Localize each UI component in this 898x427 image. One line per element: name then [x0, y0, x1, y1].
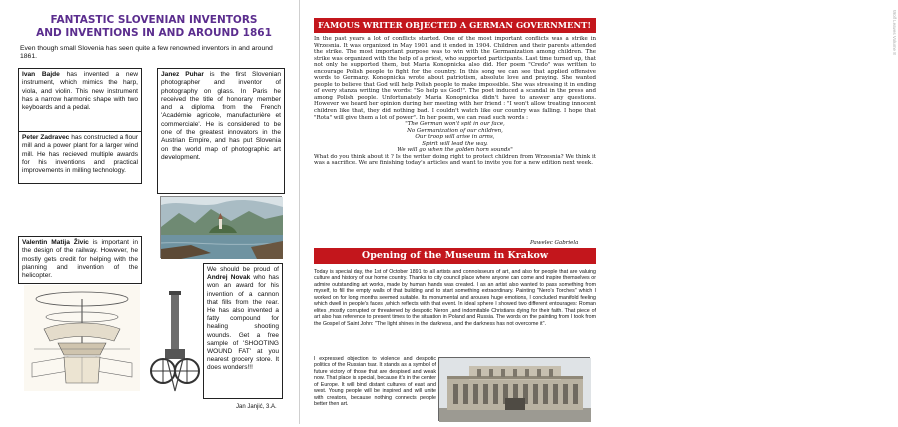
poem-line: Our troop will arise in arms,: [415, 134, 495, 141]
novak-intro: We should be proud of: [207, 266, 279, 273]
inventor-box-novak: [203, 263, 283, 399]
article-signature: Pawelec Gabriela: [530, 240, 579, 246]
page-title: [20, 14, 288, 39]
inventor-name: Ivan Bajde: [22, 71, 60, 78]
lake-island-painting: [160, 196, 282, 258]
inventor-name: Valentin Matija Živic: [22, 239, 89, 246]
inventor-text: who has won an award for his invention of a cannon that fills from the rear. He has also invented a fatty compound for healing shooting wounds. Get a free sample of 'SHOOTING WOUND FAT' at you nearest grocery store. It does wonders!!!: [207, 274, 279, 372]
inventor-name: Andrej Novak: [207, 274, 251, 282]
title-line-2: AND INVENTIONS IN AND AROUND 1861: [36, 26, 272, 39]
poem-line: We will go when the golden horn sounds": [397, 147, 513, 154]
inventor-name: Peter Zadravec: [22, 134, 70, 141]
inventor-text: is the first Slovenian photographer and inventor of photography on glass. In Paris he received the title of honorary member and a diploma from the French 'Académie agricole, manufacturière et commerciale'. He is considered to be one of the greatest innovators in the Austrian Empire, and has put Slovenia on the world map of photographic art development.: [161, 71, 281, 161]
title-line-1: FANTASTIC SLOVENIAN INVENTORS: [50, 14, 258, 26]
poem-line: "The German won't spit in our face,: [405, 121, 505, 128]
poem-line: No Germanization of our children,: [407, 127, 503, 134]
article-writer: [314, 36, 596, 167]
inventor-text: is important in the design of the railway. However, he mostly gets credit for helping with the planning and invention of the helicopter.: [22, 239, 138, 280]
cannon-sketch: [147, 287, 203, 397]
inventor-text: has constructed a flour mill and a power plant for a larger wind mill. He has recieved multiple awards for his inventions and practical improvements in milling technology.: [22, 134, 138, 175]
left-page: [0, 0, 300, 424]
intro-text: Even though small Slovenia has seen quite a few renowned inventors in and around 1861.: [20, 45, 273, 61]
article-museum-body: Today is special day, the 1st of October 1891 to all artists and connoisseurs of art, and also for people that are valuing culture and history of our home country. Thanks to city council place where anyone can come and inspire themselves or admire outstanding art works, made by human hands was created. I as an artist also wanted to pass something from myself, to fill the empty walls of that building and to start something extraordinary. Painting "Nero's Torches" which I worked on for long months seemed suitable. Its monumental and arouses huge emotions, I concluded manifold feeling which dwell in people's faces ,which reflects with that event. In ideal sphere I showed two different entourages: Roman elites ,mostly corrupted or threatened by despotic Neron ,and indomitable Christians dying for their faith. That piece of art also has reference to present times to the situation in Poland and Russia. The words on the painting from I took from the Gospel of Saint John: "The light shines in the darkness, and the darkness has not overcome it".: [314, 269, 596, 327]
poem-line: Spirit will lead the way.: [422, 140, 488, 147]
right-page: [300, 0, 897, 424]
inventor-box-zivic: [18, 236, 142, 284]
museum-building-photo: [438, 357, 590, 421]
helicopter-sketch: [24, 285, 140, 391]
author-credit: Jan Janjić, 3.A.: [236, 404, 277, 410]
article-museum-ending: I expressed objection to violence and despotic politics of the Russian tsar. It stands as a symbol of future victory of those that are despised and weak now. That place is special, because it's in the center of Europe. It will bind distant cultures of east and west. Young people will be inspired and will unite with creators, because nothing connects people better then art.: [314, 356, 436, 408]
side-volume-label: [890, 10, 898, 100]
inventor-box-bajde: [18, 68, 142, 132]
inventor-name: Janez Puhar: [161, 71, 204, 78]
article-writer-ending: What do you think about it ? Is the writer doing right to protect children from Wrzesnia? We think it was a sacrifice. We are finishing today's articles and want to invite you for a new edition next week.: [314, 153, 596, 167]
inventor-box-puhar: [157, 68, 285, 194]
article-writer-body: In the past years a lot of conflicts started. One of the most important conflicts was a strike in Wrzesnia. It was organized in May 1901 and it ended in 1904. Children and their parents attended the strike. The most important purpose was to win with the Germanization among children. The strike was organized with the help of a priest, who supported participants. Last time turned up, that not only he supported them, but Maria Konopnicka also did. Her poem "Credo" was written to encourage Polish people to fight for the country. In this song we can see that applied offensive words to Germany. Konopnicka wrote about patriotism, absolute love and praying. She wanted people to believe that God will help Polish people to make impossible. She was stressing it in ending of every stanza writing the words: "So help us God!". The poet induced a scandal in the press and among Polish people. Unfortunately Maria Konopnicka didn't have to answer any questions. However we heard her opinion during her meeting with her friend : "I won't allow treating innocent children like that, they did nothing bad. I couldn't watch like our country was falling. I hope that "Rota" will give them a lot of power". In her poem, we can read such words :: [314, 36, 596, 121]
article-banner-writer: FAMOUS WRITER OBJECTED A GERMAN GOVERNMENT!: [314, 18, 596, 33]
article-banner-museum: Opening of the Museum in Krakow: [314, 248, 596, 264]
side-volume-text: Wolf Leaves Volume 8: [892, 10, 897, 55]
inventor-box-zadravec: [18, 131, 142, 184]
inventor-text: has invented a new instrument, which mimics the harp, viola, and violin. This new instrument has a narrow harmonic shape with two keyboards and a pedal.: [22, 71, 138, 112]
